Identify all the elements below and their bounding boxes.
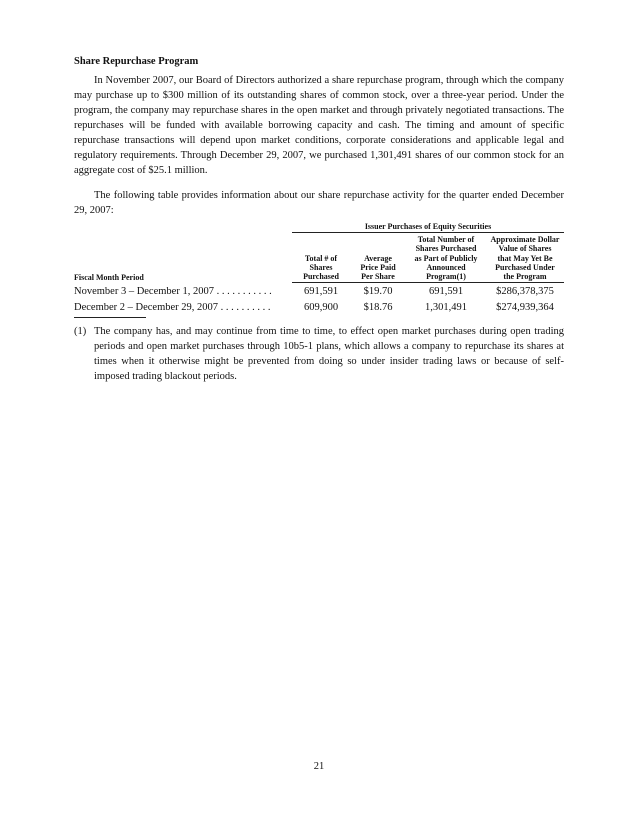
group-header-issuer-purchases: Issuer Purchases of Equity Securities xyxy=(292,222,564,233)
cell-price: $18.76 xyxy=(363,302,393,314)
column-header-remaining-value: Approximate Dollar Value of Shares that May Yet Be Purchased Under the Program xyxy=(486,233,564,283)
cell-period: December 2 – December 29, 2007 . . . . . . . . . . xyxy=(74,302,271,314)
footnote-divider xyxy=(74,317,146,318)
table-row xyxy=(74,283,564,300)
column-header-total-shares: Total # of Shares Purchased xyxy=(292,233,350,283)
share-repurchase-table xyxy=(74,222,564,315)
cell-program-shares: 691,591 xyxy=(428,286,464,298)
paragraph-table-intro: The following table provides information about our share repurchase activity for the quarter ended December 29, 2007: xyxy=(74,190,564,216)
footnote-text: The company has, and may continue from time to time, to effect open market purchases during open trading periods and open market purchases through 10b5-1 plans, which allows a company to repurchase its shares at times when it otherwise might be prevented from doing so under insider trading laws or because of self-imposed trading blackout periods. xyxy=(94,326,564,383)
footnote xyxy=(74,324,564,384)
footnote-mark: (1) xyxy=(74,326,87,338)
document-page xyxy=(74,56,564,384)
cell-program-shares: 1,301,491 xyxy=(425,302,467,314)
table-row xyxy=(74,299,564,315)
paragraph-program-description: In November 2007, our Board of Directors authorized a share repurchase program, through which the company may purchase up to $300 million of its outstanding shares of common stock, over a three-year period. Under the program, the company may repurchase shares in the open market and through privately negotiated transactions. The repurchases will be funded with available borrowing capacity and cash. The timing and amount of specific repurchase transactions will depend upon market conditions, corporate considerations and applicable legal and regulatory requirements. Through December 29, 2007, we purchased 1,301,491 shares of our common stock for an aggregate cost of $25.1 million. xyxy=(74,75,564,176)
table-column-header-row xyxy=(74,233,564,283)
section-title: Share Repurchase Program xyxy=(74,56,199,67)
column-header-average-price: Average Price Paid Per Share xyxy=(350,233,406,283)
cell-price: $19.70 xyxy=(363,286,393,298)
cell-period: November 3 – December 1, 2007 . . . . . . . . . . . xyxy=(74,286,272,298)
column-header-fiscal-month-period: Fiscal Month Period xyxy=(74,272,144,282)
cell-remaining-value: $286,378,375 xyxy=(496,286,554,298)
page-number: 21 xyxy=(313,761,325,772)
table-group-header-row xyxy=(74,222,564,233)
cell-shares: 609,900 xyxy=(303,302,339,314)
cell-remaining-value: $274,939,364 xyxy=(496,302,554,314)
cell-shares: 691,591 xyxy=(303,286,339,298)
column-header-program-shares: Total Number of Shares Purchased as Part of Publicly Announced Program(1) xyxy=(406,233,486,283)
